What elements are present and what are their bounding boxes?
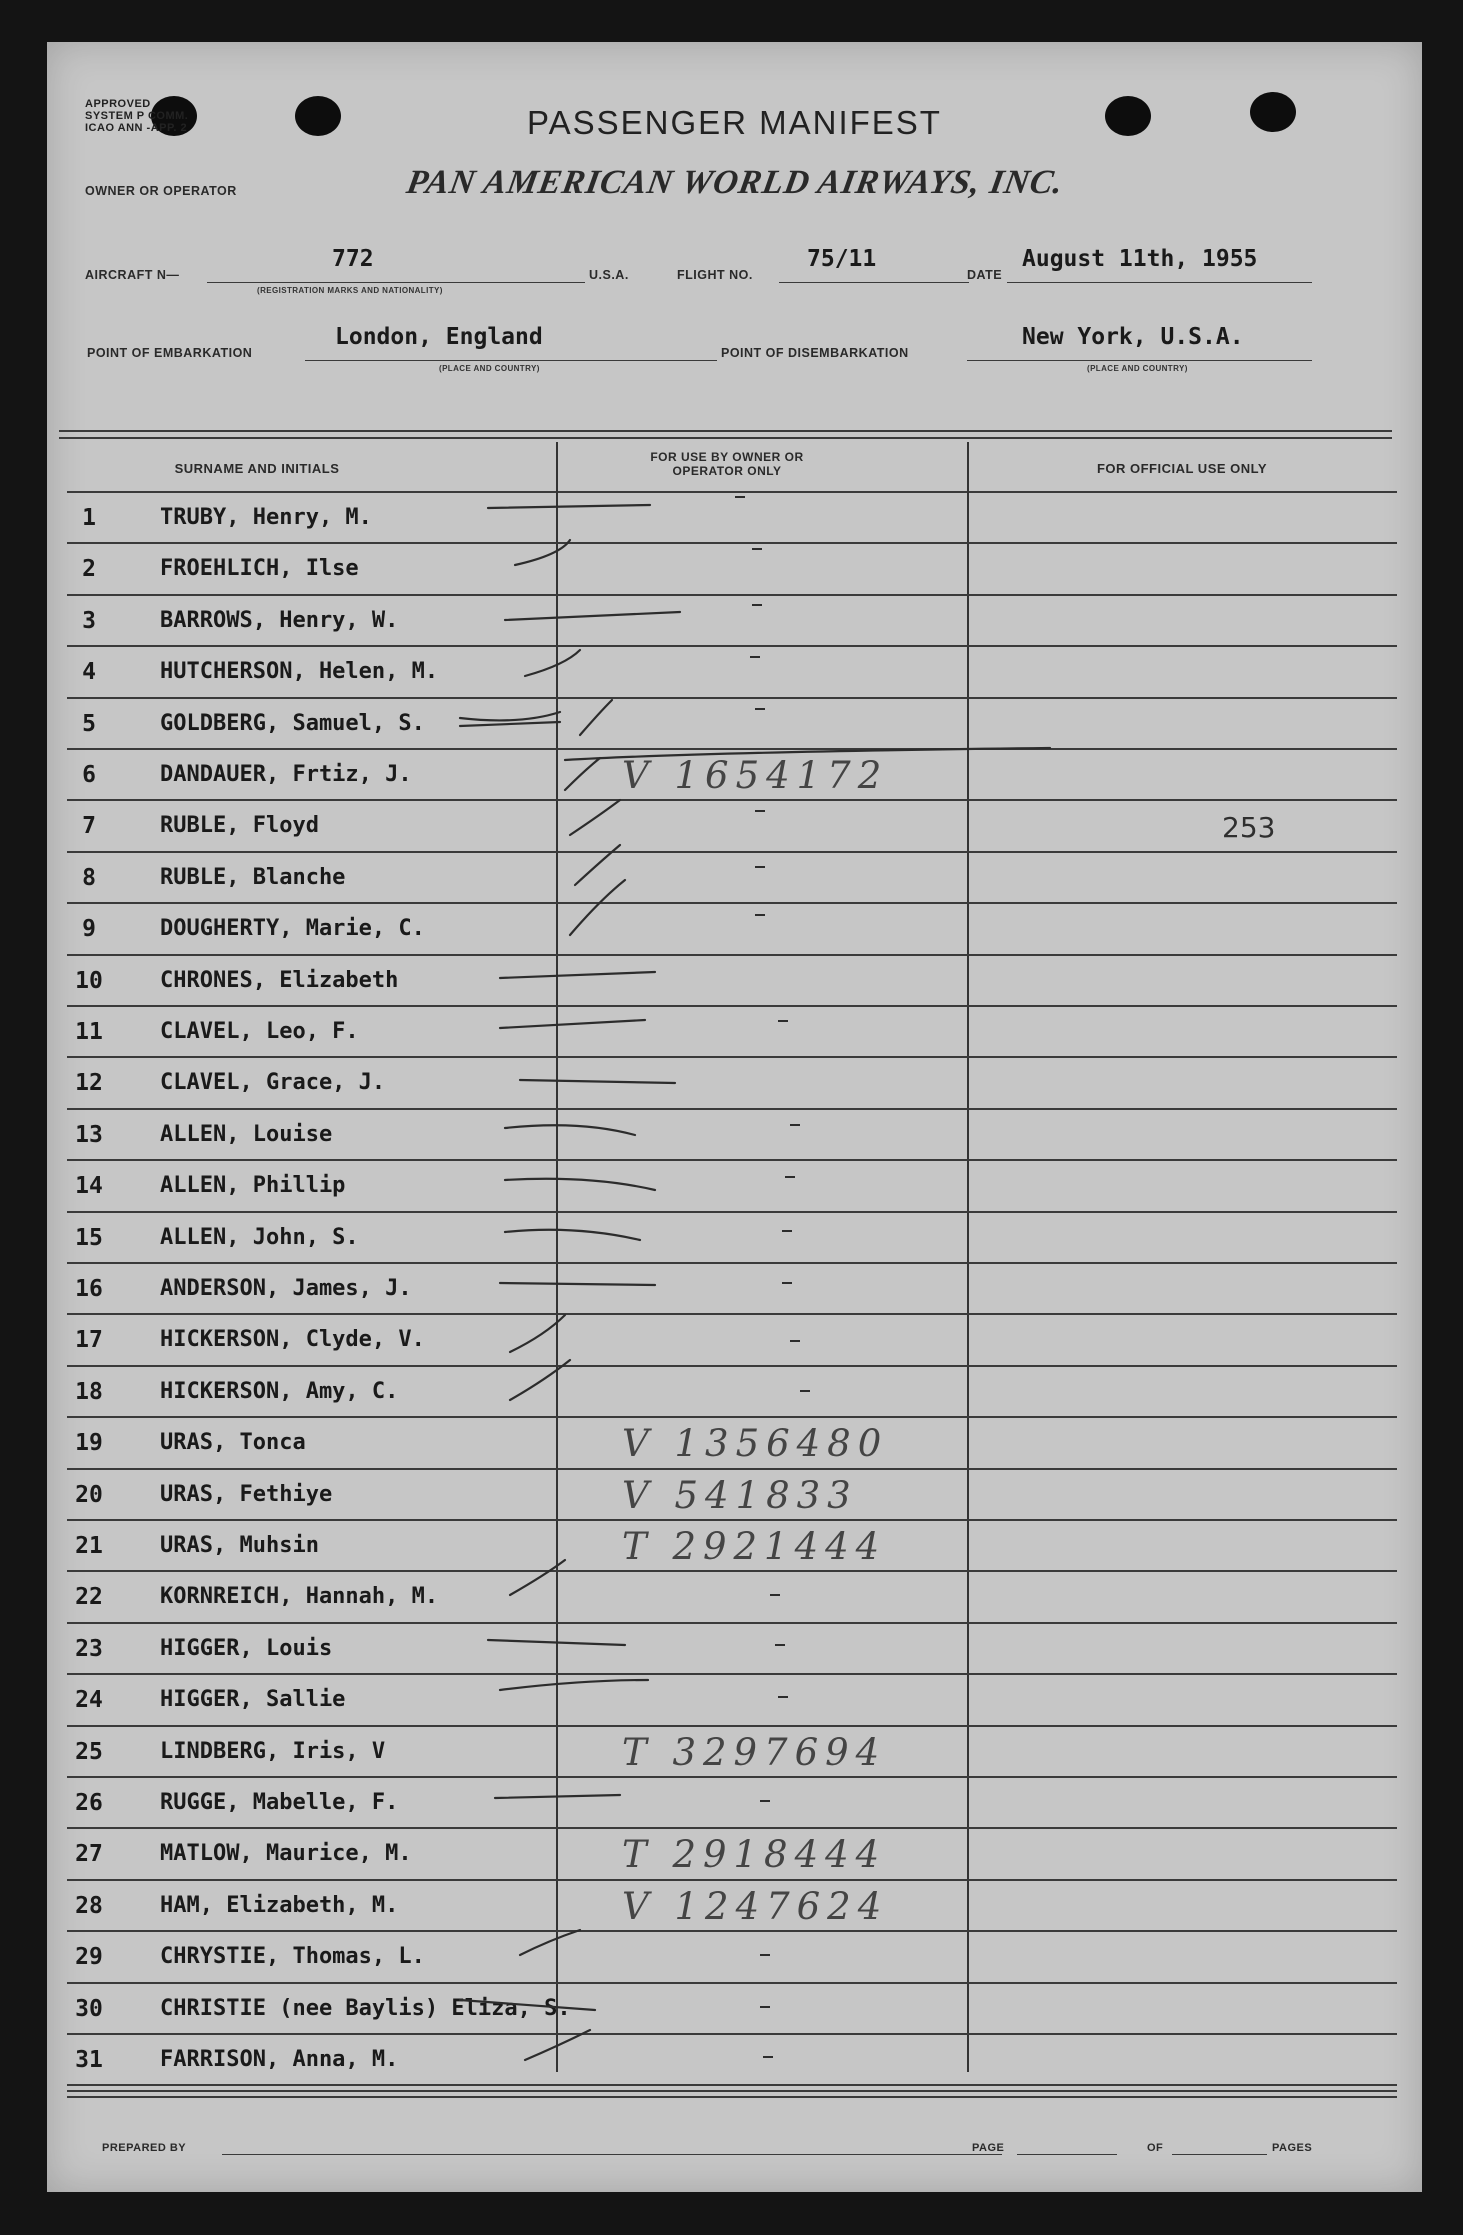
row-number: 4 [82,659,96,686]
passenger-name: URAS, Muhsin [160,1533,319,1558]
passenger-name: URAS, Tonca [160,1430,306,1456]
passenger-row [67,647,1397,698]
row-number: 9 [82,916,96,943]
row-number: 25 [75,1738,103,1765]
aircraft-line [207,282,585,283]
table-bottom-rule [67,2090,1397,2092]
passenger-row [67,493,1397,544]
surname-column-header: SURNAME AND INITIALS [174,461,340,476]
pages-label: PAGES [1272,2142,1313,2154]
passenger-row [67,1521,1397,1572]
passenger-row [67,1675,1397,1726]
owner-label: OWNER OR OPERATOR [85,184,237,198]
page-line [1017,2154,1117,2155]
of-line [1172,2154,1267,2155]
embarkation-label: POINT OF EMBARKATION [87,346,253,360]
usa-label: U.S.A. [589,268,629,282]
row-number: 15 [75,1224,103,1251]
passenger-row [67,596,1397,647]
prepared-by-line [222,2154,1002,2155]
passenger-row [67,1572,1397,1623]
passenger-name: CHRYSTIE, Thomas, L. [160,1944,425,1970]
passenger-name: ALLEN, Louise [160,1121,333,1147]
row-number: 14 [75,1173,103,1200]
passenger-row [67,1315,1397,1366]
row-number: 24 [75,1687,103,1714]
row-number: 10 [75,967,103,994]
passenger-name: CLAVEL, Leo, F. [160,1019,359,1044]
passenger-row [67,1367,1397,1418]
row-number: 23 [75,1635,103,1662]
passenger-name: HIGGER, Sallie [160,1687,346,1713]
table-bottom-rule [67,2096,1397,2098]
disembarkation-place-caption: (PLACE AND COUNTRY) [1087,364,1188,373]
passenger-row [67,2035,1397,2086]
handwritten-entry: V 1654172 [622,754,889,797]
row-number: 1 [82,505,96,531]
aircraft-value: 772 [332,246,374,272]
embarkation-value: London, England [335,324,543,350]
handwritten-entry: V 1356480 [622,1422,889,1466]
row-number: 31 [75,2047,103,2073]
passenger-row [67,853,1397,904]
approval-line: APPROVED [85,98,151,110]
official-column-header: FOR OFFICIAL USE ONLY [1096,461,1268,476]
disembarkation-value: New York, U.S.A. [1022,324,1244,350]
row-number: 12 [75,1070,103,1097]
of-label: OF [1147,2142,1164,2154]
passenger-name: TRUBY, Henry, M. [160,505,372,530]
passenger-name: LINDBERG, Iris, V [160,1738,386,1764]
passenger-row [67,904,1397,955]
passenger-row [67,699,1397,750]
passenger-name: CLAVEL, Grace, J. [160,1070,386,1096]
passenger-name: KORNREICH, Hannah, M. [160,1584,439,1610]
handwritten-entry: V 1247624 [622,1884,889,1928]
passenger-name: RUGGE, Mabelle, F. [160,1790,399,1815]
row-number: 26 [75,1790,103,1816]
passenger-row [67,1624,1397,1675]
passenger-name: HICKERSON, Amy, C. [160,1378,399,1404]
row-number: 7 [82,813,96,840]
passenger-row [67,1264,1397,1315]
passenger-name: DOUGHERTY, Marie, C. [160,916,425,942]
approval-line: ICAO ANN -APP. 2 [85,122,188,134]
passenger-name: RUBLE, Blanche [160,864,346,890]
owner-column-header: FOR USE BY OWNER OR OPERATOR ONLY [650,450,804,478]
row-rule [67,2084,1397,2086]
row-number: 16 [75,1276,103,1302]
passenger-row [67,1727,1397,1778]
passenger-name: BARROWS, Henry, W. [160,607,399,633]
passenger-row [67,1058,1397,1109]
flight-line [779,282,969,283]
passenger-row [67,1984,1397,2035]
row-number: 13 [75,1121,103,1148]
passenger-name: ANDERSON, James, J. [160,1276,412,1301]
embarkation-place-caption: (PLACE AND COUNTRY) [439,364,540,373]
row-number: 30 [75,1995,103,2022]
passenger-name: DANDAUER, Frtiz, J. [160,762,412,787]
page-title: PASSENGER MANIFEST [527,104,942,141]
passenger-row [67,1007,1397,1058]
passenger-name: RUBLE, Floyd [160,813,319,839]
handwritten-entry: T 3297694 [622,1730,887,1774]
registration-caption: (REGISTRATION MARKS AND NATIONALITY) [257,286,443,295]
manifest-sheet [47,42,1422,2192]
handwritten-entry: T 2921444 [622,1525,887,1568]
row-number: 17 [75,1327,103,1354]
row-number: 20 [75,1481,103,1508]
date-line [1007,282,1312,283]
date-value: August 11th, 1955 [1022,246,1258,272]
approval-line: SYSTEM P COMM. [85,110,189,122]
passenger-name: HUTCHERSON, Helen, M. [160,659,439,685]
official-entry: 253 [1222,811,1276,845]
passenger-name: HIGGER, Louis [160,1635,333,1661]
passenger-row [67,1829,1397,1880]
passenger-name: URAS, Fethiye [160,1481,333,1507]
row-number: 19 [75,1430,103,1457]
operator-name: PAN AMERICAN WORLD AIRWAYS, INC. [403,164,1067,201]
passenger-name: HAM, Elizabeth, M. [160,1892,399,1918]
handwritten-entry: V 541833 [622,1473,858,1517]
passenger-name: HICKERSON, Clyde, V. [160,1327,425,1353]
passenger-row [67,1161,1397,1212]
row-number: 8 [82,864,96,891]
aircraft-label: AIRCRAFT N— [85,268,180,282]
page-label: PAGE [972,2142,1005,2154]
row-number: 21 [75,1533,103,1559]
passenger-row [67,1110,1397,1161]
passenger-row [67,544,1397,595]
row-number: 5 [82,710,96,737]
flight-label: FLIGHT NO. [677,268,753,282]
row-number: 18 [75,1378,103,1405]
row-number: 3 [82,607,96,634]
row-number: 28 [75,1892,103,1919]
table-top-rule [59,430,1392,432]
passenger-name: ALLEN, Phillip [160,1173,346,1199]
passenger-name: CHRISTIE (nee Baylis) Eliza, S. [160,1995,571,2021]
flight-value: 75/11 [807,246,877,272]
row-number: 27 [75,1841,103,1868]
table-top-rule [59,437,1392,439]
row-number: 11 [75,1019,103,1045]
handwritten-entry: T 2918444 [622,1833,887,1877]
passenger-row [67,1470,1397,1521]
passenger-name: GOLDBERG, Samuel, S. [160,710,425,736]
passenger-name: CHRONES, Elizabeth [160,967,399,993]
embarkation-line [305,360,717,361]
passenger-row [67,1881,1397,1932]
passenger-row [67,1213,1397,1264]
passenger-row [67,1418,1397,1469]
passenger-row [67,1778,1397,1829]
passenger-name: FROEHLICH, Ilse [160,556,359,582]
row-number: 22 [75,1584,103,1611]
passenger-row [67,801,1397,852]
passenger-name: FARRISON, Anna, M. [160,2047,399,2072]
passenger-row [67,1932,1397,1983]
row-number: 6 [82,762,96,788]
disembarkation-line [967,360,1312,361]
passenger-name: MATLOW, Maurice, M. [160,1841,412,1867]
prepared-by-label: PREPARED BY [102,2142,187,2154]
passenger-name: ALLEN, John, S. [160,1224,359,1250]
passenger-row [67,956,1397,1007]
passenger-row [67,750,1397,801]
row-number: 2 [82,556,96,583]
disembarkation-label: POINT OF DISEMBARKATION [721,346,909,360]
date-label: DATE [967,268,1003,282]
row-number: 29 [75,1944,103,1971]
